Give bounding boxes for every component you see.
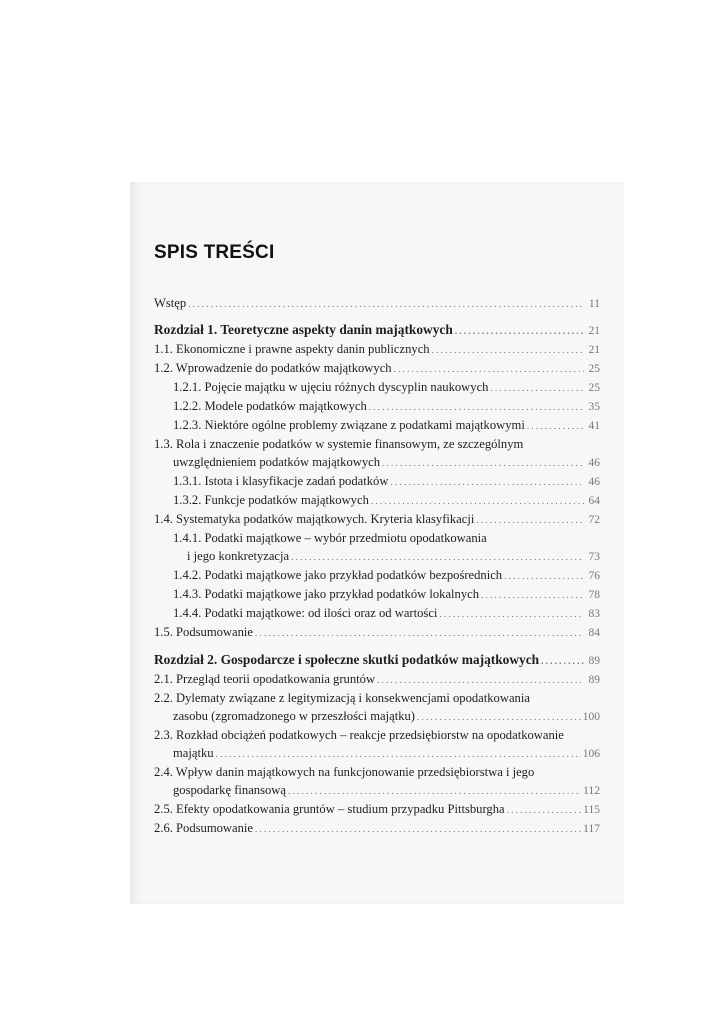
toc-line [154,781,600,800]
toc-page-number: 83 [588,608,600,620]
toc-entry [154,340,600,359]
toc-page-number: 21 [588,344,600,356]
toc-entry [154,491,600,510]
toc-entry [154,294,600,313]
toc-entry [154,510,600,529]
toc-entry [154,378,600,397]
toc-title: 1.2. Wprowadzenie do podatków majątkowych [154,361,392,375]
toc-title: Rozdział 2. Gospodarcze i społeczne skutki podatków majątkowych [154,652,540,667]
toc-page-number: 84 [588,627,600,639]
toc-leader-dots [390,473,584,491]
toc-line [154,707,600,726]
toc-chapter-entry [154,651,600,670]
toc-title: 1.1. Ekonomiczne i prawne aspekty danin publicznych [154,342,430,356]
toc-leader-dots [476,511,584,529]
toc-page-number: 21 [588,325,600,337]
toc-line [154,651,600,670]
toc-leader-dots [541,652,584,670]
toc-leader-dots [255,820,581,838]
toc-leader-dots [216,745,581,763]
toc-title: i jego konkretyzacja [187,549,290,563]
toc-entry [154,359,600,378]
toc-page-number: 46 [588,457,600,469]
toc-leader-dots [490,379,584,397]
toc-leader-dots [255,624,584,642]
toc-title: 1.2.3. Niektóre ogólne problemy związane z podatkami majątkowymi [173,418,525,432]
toc-page-number: 35 [588,401,600,413]
toc-title: 1.4.1. Podatki majątkowe – wybór przedmiotu opodatkowania [173,531,487,545]
toc-title: zasobu (zgromadzonego w przeszłości majątku) [173,709,415,723]
toc-page-number: 25 [588,382,600,394]
toc-title: 1.3.1. Istota i klasyfikacje zadań podatków [173,474,389,488]
toc-page-number: 11 [588,298,600,310]
toc-title: 1.4.4. Podatki majątkowe: od ilości oraz od wartości [173,606,438,620]
toc-entry [154,472,600,491]
toc-leader-dots [417,708,581,726]
toc-page-number: 72 [588,514,600,526]
toc-line-text [154,435,600,453]
toc-line [154,547,600,566]
toc-line [154,359,600,378]
toc-line [154,491,600,510]
toc-title: Wstęp [154,296,187,310]
toc-leader-dots [504,567,584,585]
toc-title: 1.2.1. Pojęcie majątku w ujęciu różnych dyscyplin naukowych [173,380,489,394]
toc-page-number: 73 [588,551,600,563]
toc-page-number: 41 [588,420,600,432]
toc-line [154,321,600,340]
toc-page-number: 25 [588,363,600,375]
toc-leader-dots [481,586,584,604]
toc-page-number: 106 [582,748,600,760]
toc-leader-dots [432,341,584,359]
toc-title: 1.3. Rola i znaczenie podatków w systemie finansowym, ze szczególnym [154,437,524,451]
toc-leader-dots [288,782,581,800]
toc-entry [154,435,600,472]
toc-page-number: 89 [588,655,600,667]
table-of-contents [154,294,600,838]
toc-entry [154,566,600,585]
toc-line [154,604,600,623]
toc-title: 1.4.3. Podatki majątkowe jako przykład podatków lokalnych [173,587,480,601]
toc-entry [154,763,600,800]
toc-line-text [154,689,600,707]
toc-leader-dots [455,322,584,340]
toc-line [154,453,600,472]
toc-line-text [154,763,600,781]
toc-line [154,416,600,435]
toc-line [154,294,600,313]
toc-title: 2.2. Dylematy związane z legitymizacją i konsekwencjami opodatkowania [154,691,530,705]
toc-line-text [154,529,600,547]
toc-leader-dots [371,492,584,510]
toc-entry [154,416,600,435]
toc-page-number: 76 [588,570,600,582]
toc-title: 1.4. Systematyka podatków majątkowych. Kryteria klasyfikacji [154,512,475,526]
toc-leader-dots [394,360,584,378]
toc-title: gospodarkę finansową [173,783,286,797]
toc-line [154,378,600,397]
toc-line-text [154,726,600,744]
toc-leader-dots [291,548,584,566]
toc-title: 1.4.2. Podatki majątkowe jako przykład podatków bezpośrednich [173,568,503,582]
toc-entry [154,800,600,819]
toc-title: 2.5. Efekty opodatkowania gruntów – studium przypadku Pittsburgha [154,802,505,816]
toc-page-number: 78 [588,589,600,601]
toc-leader-dots [439,605,584,623]
toc-page-number: 46 [588,476,600,488]
toc-line [154,670,600,689]
toc-line [154,585,600,604]
toc-title: 1.5. Podsumowanie [154,625,253,639]
toc-leader-dots [382,454,584,472]
toc-line [154,510,600,529]
page-title: SPIS TREŚCI [154,242,275,263]
toc-line [154,800,600,819]
toc-title: uwzględnieniem podatków majątkowych [173,455,381,469]
toc-page-number: 112 [583,785,600,797]
toc-line [154,744,600,763]
toc-leader-dots [188,295,584,313]
toc-line [154,819,600,838]
toc-title: 2.6. Podsumowanie [154,821,253,835]
toc-title: 2.3. Rozkład obciążeń podatkowych – reakcje przedsiębiorstw na opodatkowanie [154,728,564,742]
toc-entry [154,397,600,416]
toc-page-number: 117 [583,823,600,835]
toc-title: 1.3.2. Funkcje podatków majątkowych [173,493,369,507]
toc-title: 2.1. Przegląd teorii opodatkowania gruntów [154,672,376,686]
toc-title: Rozdział 1. Teoretyczne aspekty danin majątkowych [154,322,453,337]
toc-entry [154,604,600,623]
toc-entry [154,819,600,838]
toc-leader-dots [527,417,584,435]
toc-line [154,566,600,585]
toc-entry [154,689,600,726]
toc-line [154,472,600,491]
toc-leader-dots [507,801,582,819]
toc-title: 1.2.2. Modele podatków majątkowych [173,399,367,413]
toc-leader-dots [369,398,584,416]
toc-title: majątku [173,746,214,760]
toc-entry [154,670,600,689]
toc-page-number: 115 [583,804,600,816]
toc-title: 2.4. Wpływ danin majątkowych na funkcjonowanie przedsiębiorstwa i jego [154,765,535,779]
toc-page-number: 89 [588,674,600,686]
toc-entry [154,585,600,604]
toc-entry [154,623,600,642]
toc-line [154,397,600,416]
toc-chapter-entry [154,321,600,340]
toc-entry [154,529,600,566]
toc-leader-dots [377,671,584,689]
toc-page-number: 64 [588,495,600,507]
toc-line [154,623,600,642]
toc-entry [154,726,600,763]
toc-page-number: 100 [582,711,600,723]
book-page [130,182,624,904]
toc-line [154,340,600,359]
